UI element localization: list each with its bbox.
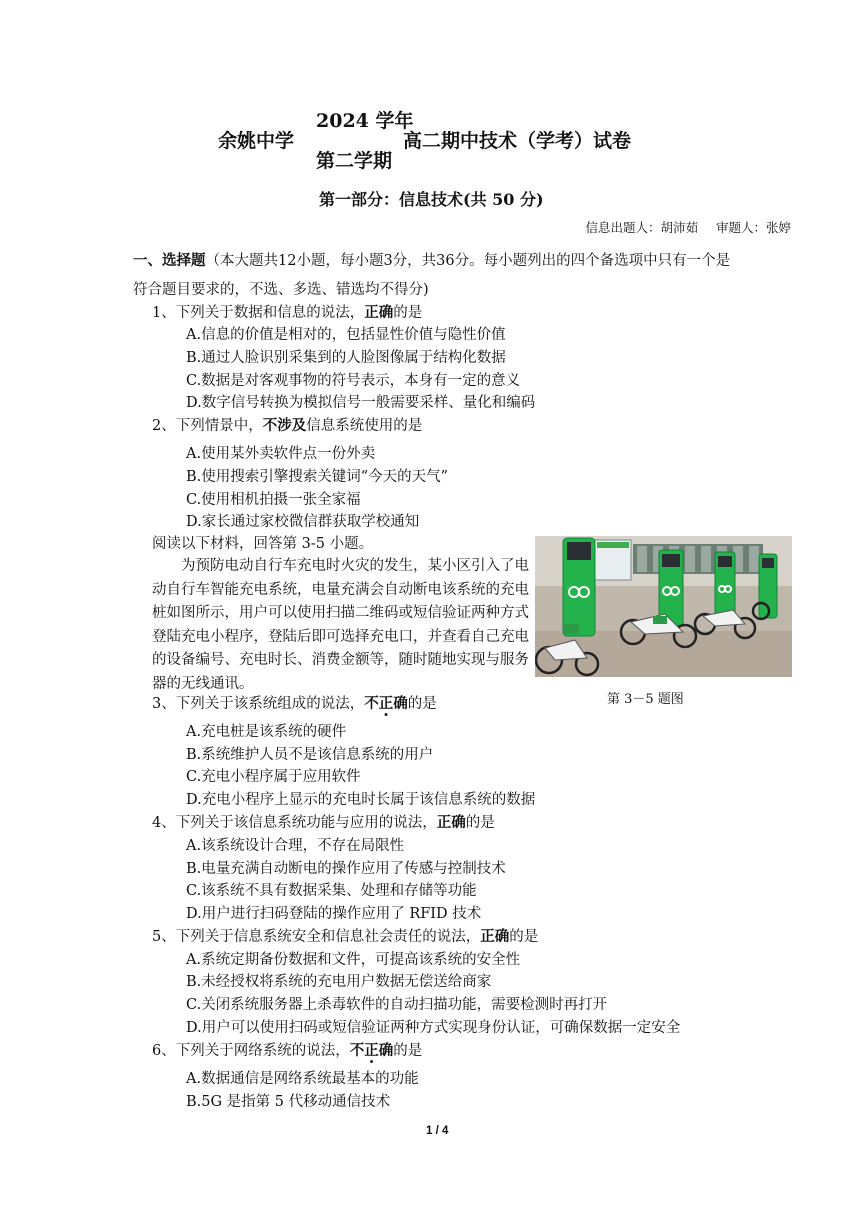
material-intro: 阅读以下材料，回答第 3-5 小题。 — [152, 536, 374, 552]
authors-line — [567, 218, 791, 236]
question-5-option-c: C.关闭系统服务器上杀毒软件的自动扫描功能，需要检测时再打开 — [186, 997, 608, 1013]
school-name: 余姚中学 — [218, 130, 295, 152]
question-5-option-d: D.用户可以使用扫码或短信验证两种方式实现身份认证，可确保数据一定安全 — [186, 1020, 681, 1036]
question-6-option-a: A.数据通信是网络系统最基本的功能 — [186, 1071, 419, 1087]
question-4-option-b: B.电量充满自动断电的操作应用了传感与控制技术 — [186, 861, 506, 877]
section-label: 一、选择题 — [133, 252, 206, 269]
question-6-keyword: 不正确 — [349, 1042, 394, 1059]
question-author: 信息出题人：胡沛茹 — [585, 220, 698, 235]
question-1-option-b: B.通过人脸识别采集到的人脸图像属于结构化数据 — [186, 350, 506, 366]
question-5-option-b: B.未经授权将系统的充电用户数据无偿送给商家 — [186, 974, 492, 990]
question-1-option-a: A.信息的价值是相对的，包括显性价值与隐性价值 — [186, 327, 506, 343]
figure-caption: 第 3－5 题图 — [607, 692, 684, 707]
charging-station-photo — [535, 536, 792, 677]
question-3-stem: 3、下列关于该系统组成的说法，不正确的是 — [152, 695, 437, 712]
exam-title: 高二期中技术（学考）试卷 — [403, 130, 632, 152]
charging-station-illustration — [535, 536, 792, 677]
question-5-keyword: 正确 — [480, 928, 510, 945]
question-2-option-d: D.家长通过家校微信群获取学校通知 — [186, 514, 420, 530]
question-5-option-a: A.系统定期备份数据和文件，可提高该系统的安全性 — [186, 952, 521, 968]
question-2-keyword: 不涉及 — [262, 417, 307, 434]
question-3-keyword: 不正确 — [364, 695, 408, 712]
exam-year: 2024 学年 — [316, 110, 414, 132]
question-4-option-d: D.用户进行扫码登陆的操作应用了 RFID 技术 — [186, 906, 482, 922]
question-3-option-c: C.充电小程序属于应用软件 — [186, 769, 361, 785]
question-2-option-b: B.使用搜索引擎搜索关键词“今天的天气” — [186, 469, 449, 485]
question-1-keyword: 正确 — [364, 304, 394, 321]
question-1-option-d: D.数字信号转换为模拟信号一般需要采样、量化和编码 — [186, 395, 536, 411]
question-1-stem: 1、下列关于数据和信息的说法，正确的是 — [152, 304, 423, 321]
question-2-stem: 2、下列情景中，不涉及信息系统使用的是 — [152, 417, 423, 434]
question-3-option-a: A.充电桩是该系统的硬件 — [186, 724, 347, 740]
question-2-option-a: A.使用某外卖软件点一份外卖 — [186, 446, 376, 462]
question-4-keyword: 正确 — [436, 814, 466, 831]
material-body: 为预防电动自行车充电时火灾的发生，某小区引入了电动自行车智能充电系统，电量充满会自动断电该系统的充电桩如图所示，用户可以使用扫描二维码或短信验证两种方式登陆充电小程序，登陆后即可选择充电口，并查看自己充电的设备编号、充电时长、消费金额等，随时随地实现与服务器的无线通讯。 — [152, 558, 529, 692]
section-desc: （本大题共12小题，每小题3分，共36分。每小题列出的四个备选项中只有一个是符合题目要求的，不选、多选、错选均不得分) — [133, 253, 731, 298]
page-number: 1 / 4 — [426, 1125, 449, 1137]
question-6-stem: 6、下列关于网络系统的说法，不正确的是 — [152, 1042, 423, 1059]
question-2-option-c: C.使用相机拍摄一张全家福 — [186, 492, 361, 508]
question-3-option-d: D.充电小程序上显示的充电时长属于该信息系统的数据 — [186, 792, 536, 808]
question-3-option-b: B.系统维护人员不是该信息系统的用户 — [186, 747, 434, 763]
question-6-option-b: B.5G 是指第 5 代移动通信技术 — [186, 1094, 391, 1110]
question-5-stem: 5、下列关于信息系统安全和信息社会责任的说法，正确的是 — [152, 928, 539, 945]
part-title: 第一部分：信息技术(共 50 分) — [319, 190, 544, 209]
exam-term: 第二学期 — [316, 150, 393, 172]
question-reviewer: 审题人：张婷 — [715, 220, 791, 235]
question-1-option-c: C.数据是对客观事物的符号表示，本身有一定的意义 — [186, 373, 521, 389]
question-4-option-a: A.该系统设计合理，不存在局限性 — [186, 838, 405, 854]
question-4-stem: 4、下列关于该信息系统功能与应用的说法，正确的是 — [152, 814, 495, 831]
question-4-option-c: C.该系统不具有数据采集、处理和存储等功能 — [186, 883, 477, 899]
section-instruction — [133, 246, 743, 305]
